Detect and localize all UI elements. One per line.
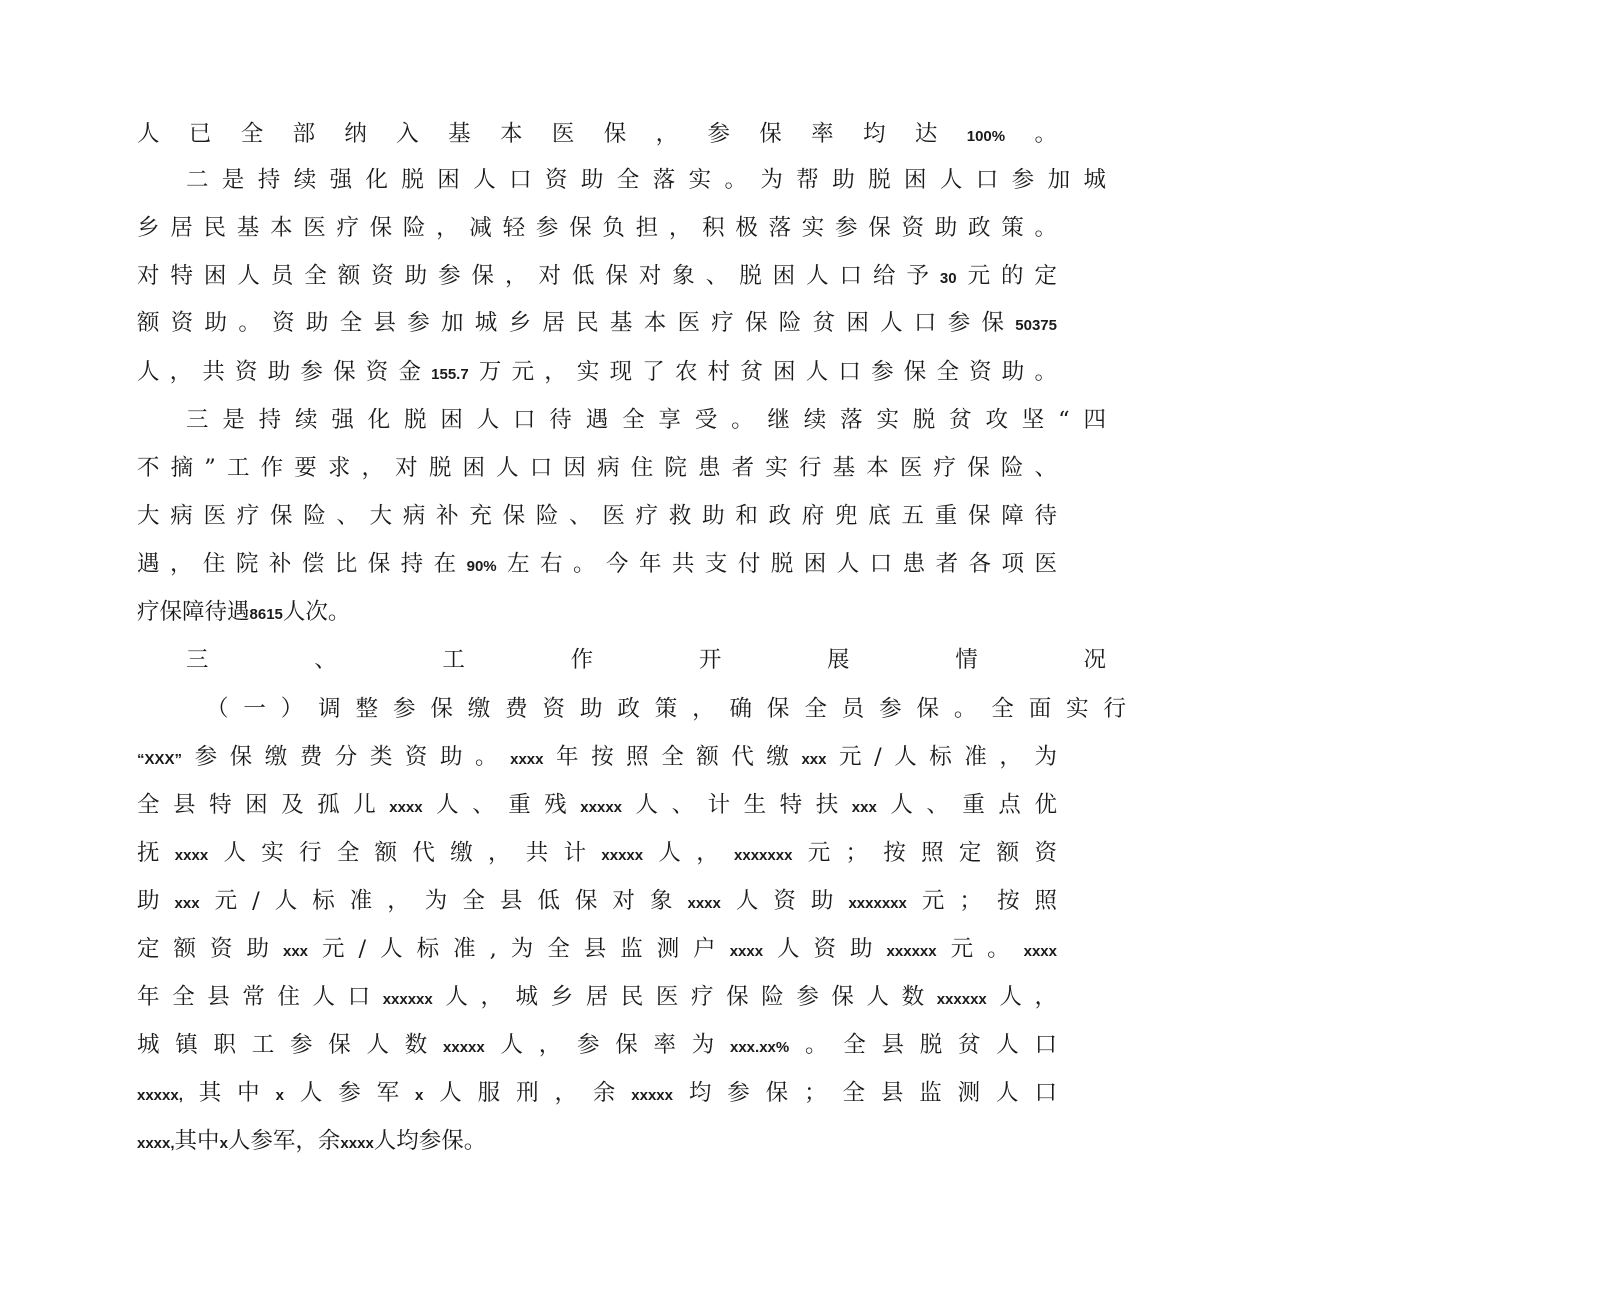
numeric-run: xxx xyxy=(282,943,309,960)
numeric-run: xxxxx xyxy=(631,1087,673,1104)
numeric-run: 100% xyxy=(966,128,1006,145)
text-line: 全县特困及孤儿xxxx人、重残xxxxx人、计生特扶xxx人、重点优 xyxy=(137,792,1057,818)
numeric-run: xxxx xyxy=(174,847,209,864)
numeric-run: xxxxx xyxy=(580,799,623,816)
numeric-run: xxxx xyxy=(1023,943,1057,960)
text-line: 不摘”工作要求，对脱困人口因病住院患者实行基本医疗保险、 xyxy=(137,455,1057,481)
numeric-run: 50375 xyxy=(1015,317,1057,334)
numeric-run: x xyxy=(275,1087,284,1104)
text-line: 疗保障待遇8615人次。 xyxy=(137,599,351,625)
numeric-run: xxxx xyxy=(510,751,544,768)
numeric-run: x xyxy=(219,1135,228,1152)
text-line: xxxx,其中x人参军，余xxxx人均参保。 xyxy=(137,1128,487,1154)
numeric-run: “XXX” xyxy=(137,751,183,768)
numeric-run: 155.7 xyxy=(431,366,469,383)
section-heading: 三、工作开展情况 xyxy=(186,647,1106,673)
numeric-run: xxxxx xyxy=(443,1039,485,1056)
numeric-run: xxxxx xyxy=(601,847,644,864)
text-line: xxxxx,其中x人参军x人服刑，余xxxxx均参保；全县监测人口 xyxy=(137,1080,1057,1106)
numeric-run: xxxxxx xyxy=(936,991,987,1008)
numeric-run: xxxxxxx xyxy=(848,895,907,912)
numeric-run: xxxx xyxy=(340,1135,374,1152)
numeric-run: xxx xyxy=(174,895,200,912)
numeric-run: xxxx xyxy=(389,799,423,816)
numeric-run: xxxx xyxy=(729,943,764,960)
numeric-run: 8615 xyxy=(249,606,283,623)
text-line: 人已全部纳入基本医保，参保率均达100%。 xyxy=(137,121,1057,147)
text-line: “XXX”参保缴费分类资助。xxxx年按照全额代缴xxx元/人标准，为 xyxy=(137,744,1057,770)
numeric-run: xxx xyxy=(801,751,827,768)
text-line: 人，共资助参保资金155.7万元，实现了农村贫困人口参保全资助。 xyxy=(137,359,1057,385)
numeric-run: x xyxy=(415,1087,424,1104)
numeric-run: xxx xyxy=(851,799,877,816)
numeric-run: xxxxx, xyxy=(137,1087,183,1104)
text-line: 遇，住院补偿比保持在90%左右。今年共支付脱困人口患者各项医 xyxy=(137,551,1057,577)
numeric-run: xxxxxx xyxy=(382,991,433,1008)
text-line: 对特困人员全额资助参保，对低保对象、脱困人口给予30元的定 xyxy=(137,263,1057,289)
text-line: 助xxx元/人标准，为全县低保对象xxxx人资助xxxxxxx元；按照 xyxy=(137,888,1057,914)
numeric-run: 30 xyxy=(939,270,957,287)
numeric-run: xxxx, xyxy=(137,1135,175,1152)
numeric-run: xxx.xx% xyxy=(730,1039,790,1056)
text-line: 城镇职工参保人数xxxxx人，参保率为xxx.xx%。全县脱贫人口 xyxy=(137,1032,1057,1058)
text-line: 抚xxxx人实行全额代缴，共计xxxxx人，xxxxxxx元；按照定额资 xyxy=(137,840,1057,866)
numeric-run: xxxxxx xyxy=(886,943,937,960)
text-line: 三是持续强化脱困人口待遇全享受。继续落实脱贫攻坚“四 xyxy=(186,407,1106,433)
numeric-run: xxxxxxx xyxy=(734,847,793,864)
text-line: 二是持续强化脱困人口资助全落实。为帮助脱困人口参加城 xyxy=(186,167,1106,193)
text-line: 额资助。资助全县参加城乡居民基本医疗保险贫困人口参保50375 xyxy=(137,310,1057,336)
text-line: 乡居民基本医疗保险，减轻参保负担，积极落实参保资助政策。 xyxy=(137,215,1057,241)
subsection-heading-line: （一）调整参保缴费资助政策，确保全员参保。全面实行 xyxy=(206,696,1126,722)
numeric-run: 90% xyxy=(466,558,497,575)
text-line: 定额资助xxx元/人标准,为全县监测户xxxx人资助xxxxxx元。xxxx xyxy=(137,936,1057,962)
text-line: 年全县常住人口xxxxxx人，城乡居民医疗保险参保人数xxxxxx人， xyxy=(137,984,1057,1010)
numeric-run: xxxx xyxy=(687,895,721,912)
text-line: 大病医疗保险、大病补充保险、医疗救助和政府兜底五重保障待 xyxy=(137,503,1057,529)
